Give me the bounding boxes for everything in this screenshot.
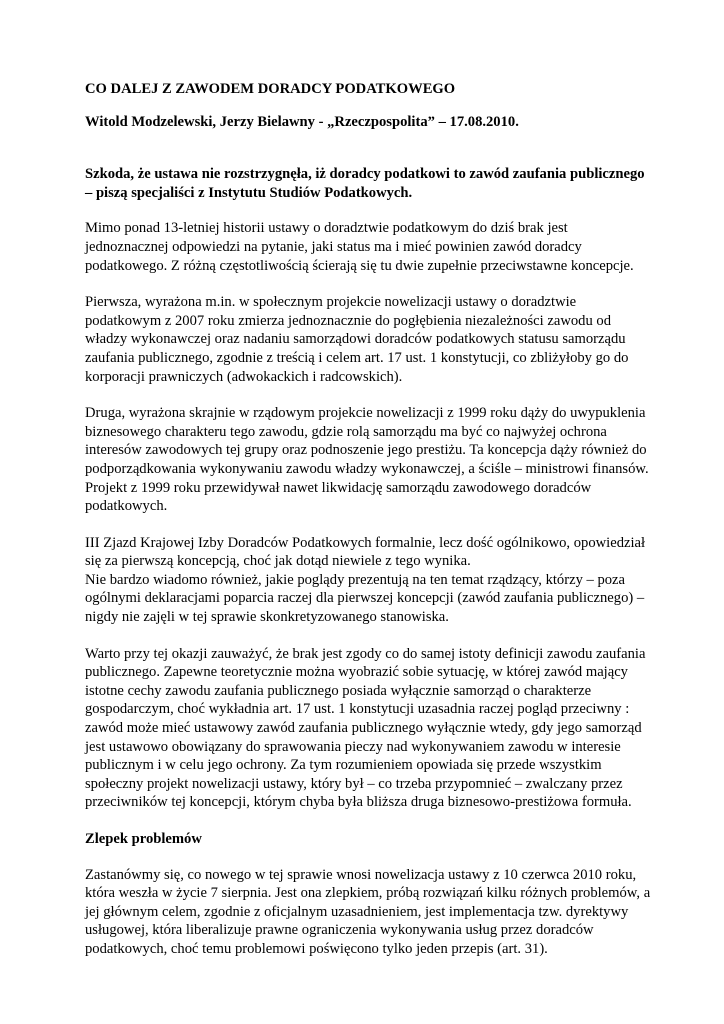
body-paragraph-7: Zastanówmy się, co nowego w tej sprawie wnosi nowelizacja ustawy z 10 czerwca 2010 roku, która weszła w życie 7 sierpnia. Jest ona zlepkiem, próbą rozwiązań kilku różnych problemów, a jej głównym celem, zgodnie z oficjalnym uzasadnieniem, jest implementacja tzw. dyrektywy usługowej, która liberalizuje prawne ograniczenia wykonywania usług przez doradców podatkowych, choć temu problemowi poświęcono tylko jeden przepis (art. 31).	[85, 866, 651, 957]
body-paragraph-3: Druga, wyrażona skrajnie w rządowym projekcie nowelizacji z 1999 roku dąży do uwypuklenia biznesowego charakteru tego zawodu, gdzie rolą samorządu ma być co najwyżej ochrona interesów zawodowych tej grupy oraz podnoszenie jego prestiżu. Ta koncepcja dąży również do podporządkowania wykonywaniu zawodu władzy wykonawczej, a ściśle – ministrowi finansów. Projekt z 1999 roku przewidywał nawet likwidację samorządu zawodowego doradców podatkowych.	[85, 405, 649, 515]
section-subheading: Zlepek problemów	[85, 831, 202, 847]
body-paragraph-6: Warto przy tej okazji zauważyć, że brak jest zgody co do samej istoty definicji zawodu zaufania publicznego. Zapewne teoretycznie można wyobrazić sobie sytuację, w której zawód mający istotne cechy zawodu zaufania publicznego posiada wyłącznie samorząd o charakterze gospodarczym, choć wykładnia art. 17 ust. 1 konstytucji uzasadnia raczej pogląd przeciwny : zawód może mieć ustawowy zawód zaufania publicznego wyłącznie wtedy, gdy jego samorząd jest ustawowo obowiązany do sprawowania pieczy nad wykonywaniem zawodu w interesie publicznym i w celu jego ochrony. Za tym rozumieniem opowiada się przede wszystkim społeczny projekt nowelizacji ustawy, który był – co trzeba przypomnieć – zwalczany przez przeciwników tej koncepcji, którym chyba była bliższa druga biznesowo-prestiżowa formuła.	[85, 645, 646, 811]
body-paragraph-2: Pierwsza, wyrażona m.in. w społecznym projekcie nowelizacji ustawy o doradztwie podatkowym z 2007 roku zmierza jednoznacznie do pogłębienia niezależności zawodu od władzy wykonawczej oraz nadaniu samorządowi doradców podatkowych statusu samorządu zaufania publicznego, zgodnie z treścią i celem art. 17 ust. 1 konstytucji, co zbliżyłoby go do korporacji prawniczych (adwokackich i radcowskich).	[85, 294, 629, 385]
body-paragraph-1: Mimo ponad 13-letniej historii ustawy o doradztwie podatkowym do dziś brak jest jednoznacznej odpowiedzi na pytanie, jaki status ma i mieć powinien zawód doradcy podatkowego. Z różną częstotliwością ścierają się tu dwie zupełnie przeciwstawne koncepcje.	[85, 220, 634, 274]
document-title: CO DALEJ Z ZAWODEM DORADCY PODATKOWEGO	[85, 81, 456, 97]
document-page	[85, 80, 653, 977]
lead-paragraph: Szkoda, że ustawa nie rozstrzygnęła, iż doradcy podatkowi to zawód zaufania publicznego – piszą specjaliści z Instytutu Studiów Podatkowych.	[85, 166, 645, 201]
body-paragraph-4: III Zjazd Krajowej Izby Doradców Podatkowych formalnie, lecz dość ogólnikowo, opowiedział się za pierwszą koncepcją, choć jak dotąd niewiele z tego wynika.	[85, 534, 646, 570]
authors-line: Witold Modzelewski, Jerzy Bielawny - „Rzeczpospolita” – 17.08.2010.	[85, 113, 519, 130]
body-paragraph-5: Nie bardzo wiadomo również, jakie poglądy prezentują na ten temat rządzący, którzy – poza ogólnymi deklaracjami poparcia raczej dla pierwszej koncepcji (zawód zaufania publicznego) – nigdy nie zajęli w tej sprawie skonkretyzowanego stanowiska.	[85, 571, 645, 626]
